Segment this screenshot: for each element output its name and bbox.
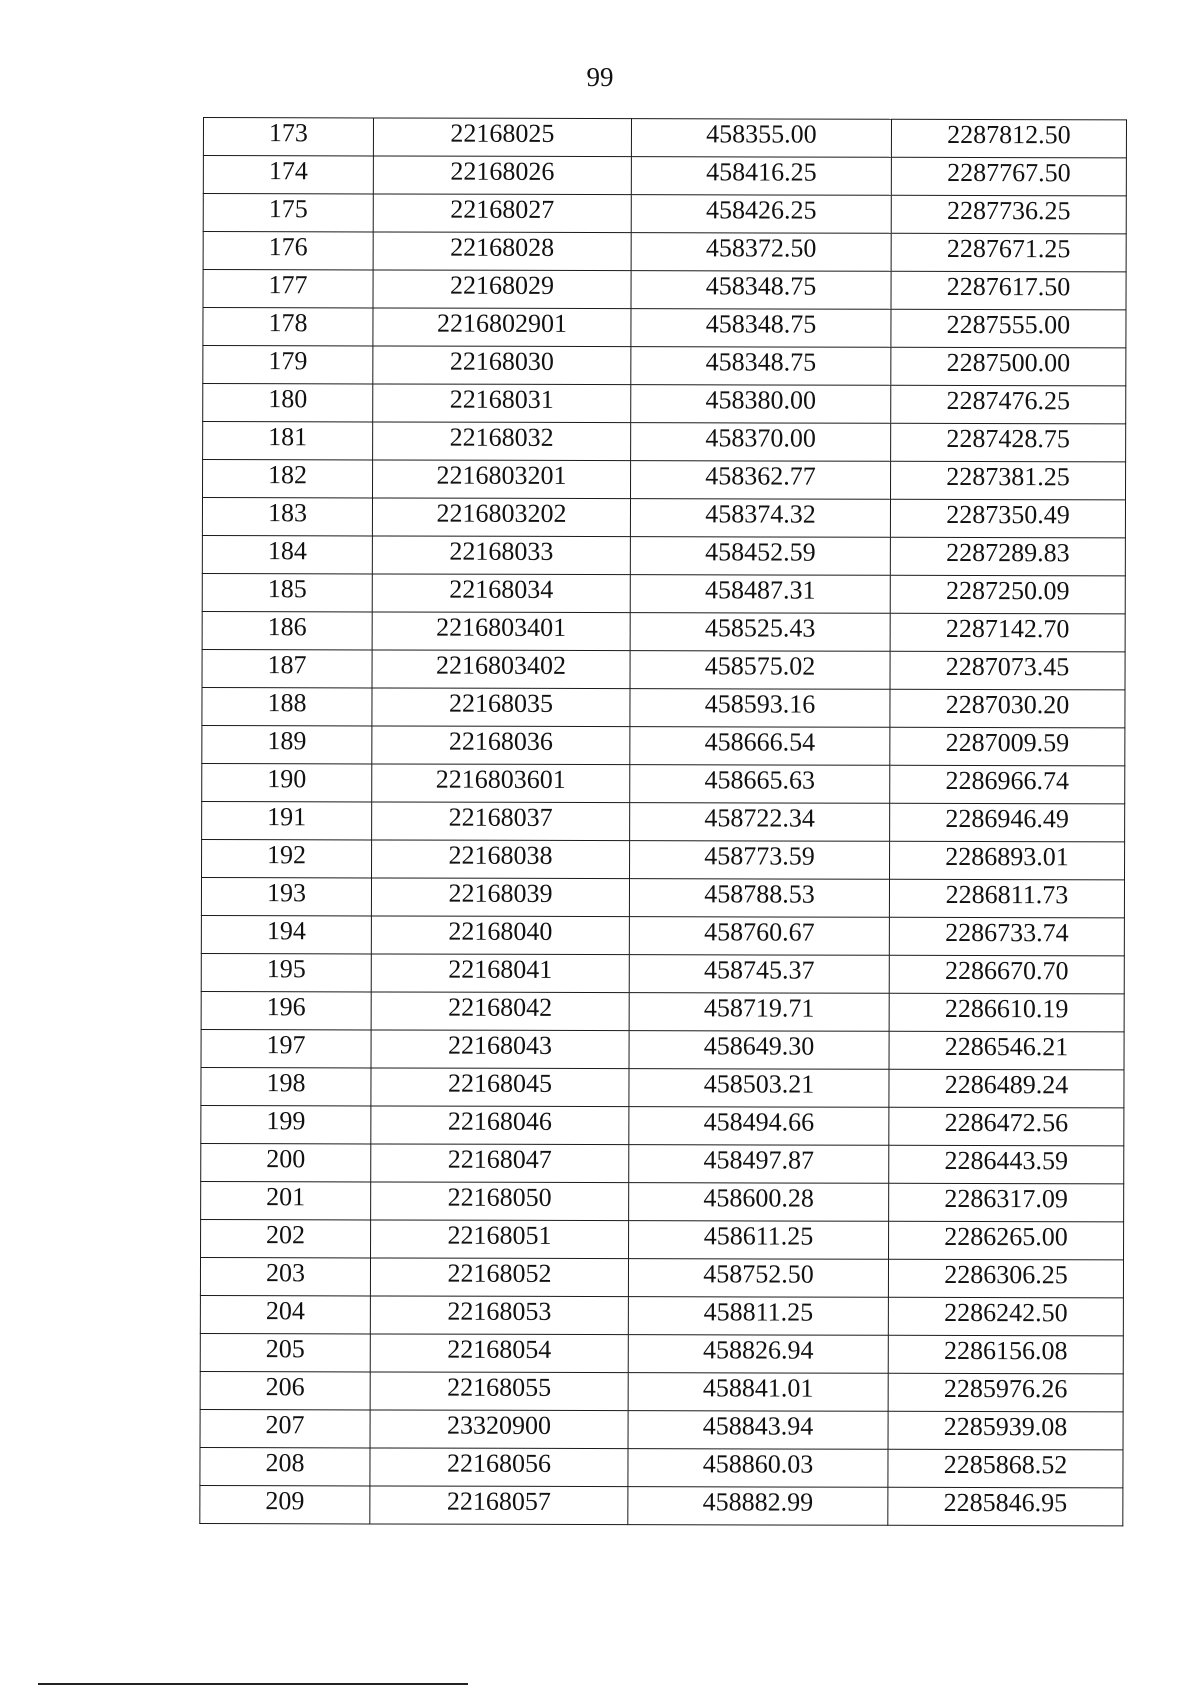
northing-cell: 2286265.00 — [889, 1221, 1124, 1260]
northing-cell: 2287671.25 — [891, 233, 1126, 272]
row-index-cell: 192 — [202, 839, 372, 877]
table-row — [200, 1295, 1123, 1335]
point-id-cell: 22168036 — [372, 726, 630, 765]
table-row — [202, 725, 1125, 765]
row-index-cell: 187 — [202, 649, 372, 687]
point-id-cell: 22168054 — [370, 1334, 628, 1373]
northing-cell: 2286670.70 — [889, 955, 1124, 994]
northing-cell: 2286733.74 — [889, 917, 1124, 956]
northing-cell: 2286443.59 — [889, 1145, 1124, 1184]
row-index-cell: 174 — [203, 156, 373, 194]
table-row — [203, 346, 1126, 386]
point-id-cell: 22168050 — [371, 1182, 629, 1221]
table-row — [202, 801, 1125, 841]
northing-cell: 2286317.09 — [889, 1183, 1124, 1222]
table-row — [203, 270, 1126, 310]
row-index-cell: 197 — [201, 1029, 371, 1067]
northing-cell: 2286893.01 — [890, 841, 1125, 880]
point-id-cell: 22168047 — [371, 1144, 629, 1183]
row-index-cell: 185 — [202, 573, 372, 611]
northing-cell: 2286610.19 — [889, 993, 1124, 1032]
row-index-cell: 179 — [203, 346, 373, 384]
northing-cell: 2287289.83 — [890, 537, 1125, 576]
easting-cell: 458841.01 — [628, 1373, 888, 1412]
easting-cell: 458788.53 — [629, 879, 889, 918]
northing-cell: 2287555.00 — [891, 309, 1126, 348]
northing-cell: 2286966.74 — [890, 765, 1125, 804]
row-index-cell: 181 — [203, 422, 373, 460]
point-id-cell: 2216803201 — [373, 460, 631, 499]
coordinates-table — [199, 117, 1127, 1526]
easting-cell: 458503.21 — [629, 1069, 889, 1108]
row-index-cell: 209 — [200, 1485, 370, 1523]
easting-cell: 458452.59 — [630, 537, 890, 576]
point-id-cell: 22168053 — [370, 1296, 628, 1335]
easting-cell: 458882.99 — [628, 1487, 888, 1526]
row-index-cell: 176 — [203, 232, 373, 270]
easting-cell: 458665.63 — [630, 765, 890, 804]
row-index-cell: 201 — [201, 1181, 371, 1219]
row-index-cell: 203 — [200, 1257, 370, 1295]
easting-cell: 458426.25 — [631, 195, 891, 234]
row-index-cell: 199 — [201, 1105, 371, 1143]
row-index-cell: 177 — [203, 270, 373, 308]
easting-cell: 458525.43 — [630, 613, 890, 652]
northing-cell: 2286489.24 — [889, 1069, 1124, 1108]
row-index-cell: 180 — [203, 384, 373, 422]
northing-cell: 2287009.59 — [890, 727, 1125, 766]
easting-cell: 458860.03 — [628, 1449, 888, 1488]
easting-cell: 458826.94 — [628, 1335, 888, 1374]
point-id-cell: 22168055 — [370, 1372, 628, 1411]
easting-cell: 458348.75 — [631, 271, 891, 310]
row-index-cell: 182 — [203, 460, 373, 498]
northing-cell: 2286242.50 — [888, 1297, 1123, 1336]
table-row — [202, 535, 1125, 575]
point-id-cell: 22168039 — [371, 878, 629, 917]
point-id-cell: 22168026 — [373, 156, 631, 195]
point-id-cell: 22168029 — [373, 270, 631, 309]
point-id-cell: 22168057 — [370, 1486, 628, 1525]
easting-cell: 458666.54 — [630, 727, 890, 766]
point-id-cell: 22168033 — [372, 536, 630, 575]
point-id-cell: 2216803202 — [372, 498, 630, 537]
point-id-cell: 2216803601 — [372, 764, 630, 803]
table-row — [202, 573, 1125, 613]
point-id-cell: 2216803402 — [372, 650, 630, 689]
easting-cell: 458719.71 — [629, 993, 889, 1032]
northing-cell: 2287142.70 — [890, 613, 1125, 652]
northing-cell: 2287073.45 — [890, 651, 1125, 690]
table-row — [201, 1029, 1124, 1069]
northing-cell: 2286811.73 — [889, 879, 1124, 918]
point-id-cell: 22168030 — [373, 346, 631, 385]
easting-cell: 458600.28 — [629, 1183, 889, 1222]
easting-cell: 458760.67 — [629, 917, 889, 956]
easting-cell: 458843.94 — [628, 1411, 888, 1450]
table-row — [202, 611, 1125, 651]
table-row — [203, 156, 1126, 196]
easting-cell: 458380.00 — [631, 385, 891, 424]
point-id-cell: 22168046 — [371, 1106, 629, 1145]
table-row — [203, 422, 1126, 462]
row-index-cell: 200 — [201, 1143, 371, 1181]
footnote-divider — [38, 1683, 468, 1685]
table-row — [203, 232, 1126, 272]
point-id-cell: 22168056 — [370, 1448, 628, 1487]
table-row — [203, 460, 1126, 500]
coordinates-table-body — [200, 118, 1127, 1526]
row-index-cell: 205 — [200, 1333, 370, 1371]
point-id-cell: 22168042 — [371, 992, 629, 1031]
table-row — [201, 1219, 1124, 1259]
table-row — [201, 991, 1124, 1031]
easting-cell: 458416.25 — [631, 157, 891, 196]
table-row — [201, 1181, 1124, 1221]
point-id-cell: 22168034 — [372, 574, 630, 613]
easting-cell: 458752.50 — [628, 1259, 888, 1298]
northing-cell: 2287476.25 — [891, 385, 1126, 424]
page-number: 99 — [586, 62, 614, 92]
table-row — [201, 877, 1124, 917]
point-id-cell: 22168035 — [372, 688, 630, 727]
row-index-cell: 190 — [202, 763, 372, 801]
row-index-cell: 173 — [203, 118, 373, 156]
row-index-cell: 186 — [202, 611, 372, 649]
northing-cell: 2286546.21 — [889, 1031, 1124, 1070]
table-row — [201, 953, 1124, 993]
table-row — [202, 498, 1125, 538]
table-row — [202, 763, 1125, 803]
northing-cell: 2287428.75 — [891, 423, 1126, 462]
northing-cell: 2287500.00 — [891, 347, 1126, 386]
point-id-cell: 22168025 — [373, 118, 631, 157]
northing-cell: 2286156.08 — [888, 1335, 1123, 1374]
point-id-cell: 2216802901 — [373, 308, 631, 347]
table-row — [201, 1067, 1124, 1107]
northing-cell: 2287736.25 — [891, 195, 1126, 234]
row-index-cell: 189 — [202, 725, 372, 763]
table-row — [203, 194, 1126, 234]
point-id-cell: 22168045 — [371, 1068, 629, 1107]
table-row — [203, 308, 1126, 348]
row-index-cell: 194 — [201, 915, 371, 953]
northing-cell: 2287030.20 — [890, 689, 1125, 728]
point-id-cell: 23320900 — [370, 1410, 628, 1449]
row-index-cell: 193 — [201, 877, 371, 915]
point-id-cell: 2216803401 — [372, 612, 630, 651]
point-id-cell: 22168043 — [371, 1030, 629, 1069]
easting-cell: 458487.31 — [630, 575, 890, 614]
easting-cell: 458497.87 — [629, 1145, 889, 1184]
easting-cell: 458370.00 — [631, 423, 891, 462]
easting-cell: 458372.50 — [631, 233, 891, 272]
table-row — [201, 915, 1124, 955]
point-id-cell: 22168028 — [373, 232, 631, 271]
point-id-cell: 22168031 — [373, 384, 631, 423]
northing-cell: 2285976.26 — [888, 1373, 1123, 1412]
table-row — [202, 839, 1125, 879]
easting-cell: 458611.25 — [629, 1221, 889, 1260]
row-index-cell: 195 — [201, 953, 371, 991]
northing-cell: 2287617.50 — [891, 271, 1126, 310]
easting-cell: 458362.77 — [631, 461, 891, 500]
table-row — [201, 1105, 1124, 1145]
table-row — [200, 1371, 1123, 1411]
row-index-cell: 206 — [200, 1371, 370, 1409]
table-row — [202, 687, 1125, 727]
point-id-cell: 22168032 — [373, 422, 631, 461]
table-row — [200, 1485, 1123, 1525]
row-index-cell: 198 — [201, 1067, 371, 1105]
table-row — [202, 649, 1125, 689]
table-row — [200, 1409, 1123, 1449]
table-row — [203, 384, 1126, 424]
easting-cell: 458773.59 — [630, 841, 890, 880]
row-index-cell: 184 — [202, 535, 372, 573]
easting-cell: 458649.30 — [629, 1031, 889, 1070]
row-index-cell: 191 — [202, 801, 372, 839]
row-index-cell: 204 — [200, 1295, 370, 1333]
point-id-cell: 22168040 — [371, 916, 629, 955]
row-index-cell: 202 — [201, 1219, 371, 1257]
easting-cell: 458348.75 — [631, 347, 891, 386]
table-row — [200, 1257, 1123, 1297]
point-id-cell: 22168037 — [372, 802, 630, 841]
northing-cell: 2287350.49 — [890, 499, 1125, 538]
easting-cell: 458575.02 — [630, 651, 890, 690]
easting-cell: 458355.00 — [631, 119, 891, 158]
easting-cell: 458745.37 — [629, 955, 889, 994]
row-index-cell: 188 — [202, 687, 372, 725]
table-row — [200, 1447, 1123, 1487]
easting-cell: 458811.25 — [628, 1297, 888, 1336]
easting-cell: 458593.16 — [630, 689, 890, 728]
northing-cell: 2287812.50 — [891, 119, 1126, 158]
row-index-cell: 175 — [203, 194, 373, 232]
easting-cell: 458348.75 — [631, 309, 891, 348]
northing-cell: 2285868.52 — [888, 1449, 1123, 1488]
point-id-cell: 22168052 — [370, 1258, 628, 1297]
point-id-cell: 22168041 — [371, 954, 629, 993]
easting-cell: 458374.32 — [630, 499, 890, 538]
table-row — [201, 1143, 1124, 1183]
northing-cell: 2286946.49 — [890, 803, 1125, 842]
easting-cell: 458722.34 — [630, 803, 890, 842]
row-index-cell: 208 — [200, 1447, 370, 1485]
northing-cell: 2286472.56 — [889, 1107, 1124, 1146]
point-id-cell: 22168038 — [372, 840, 630, 879]
row-index-cell: 178 — [203, 308, 373, 346]
northing-cell: 2287250.09 — [890, 575, 1125, 614]
point-id-cell: 22168027 — [373, 194, 631, 233]
table-row — [200, 1333, 1123, 1373]
northing-cell: 2286306.25 — [888, 1259, 1123, 1298]
point-id-cell: 22168051 — [371, 1220, 629, 1259]
easting-cell: 458494.66 — [629, 1107, 889, 1146]
northing-cell: 2287381.25 — [891, 461, 1126, 500]
row-index-cell: 207 — [200, 1409, 370, 1447]
northing-cell: 2285846.95 — [888, 1487, 1123, 1526]
northing-cell: 2285939.08 — [888, 1411, 1123, 1450]
table-row — [203, 118, 1126, 158]
northing-cell: 2287767.50 — [891, 157, 1126, 196]
row-index-cell: 196 — [201, 991, 371, 1029]
row-index-cell: 183 — [202, 498, 372, 536]
